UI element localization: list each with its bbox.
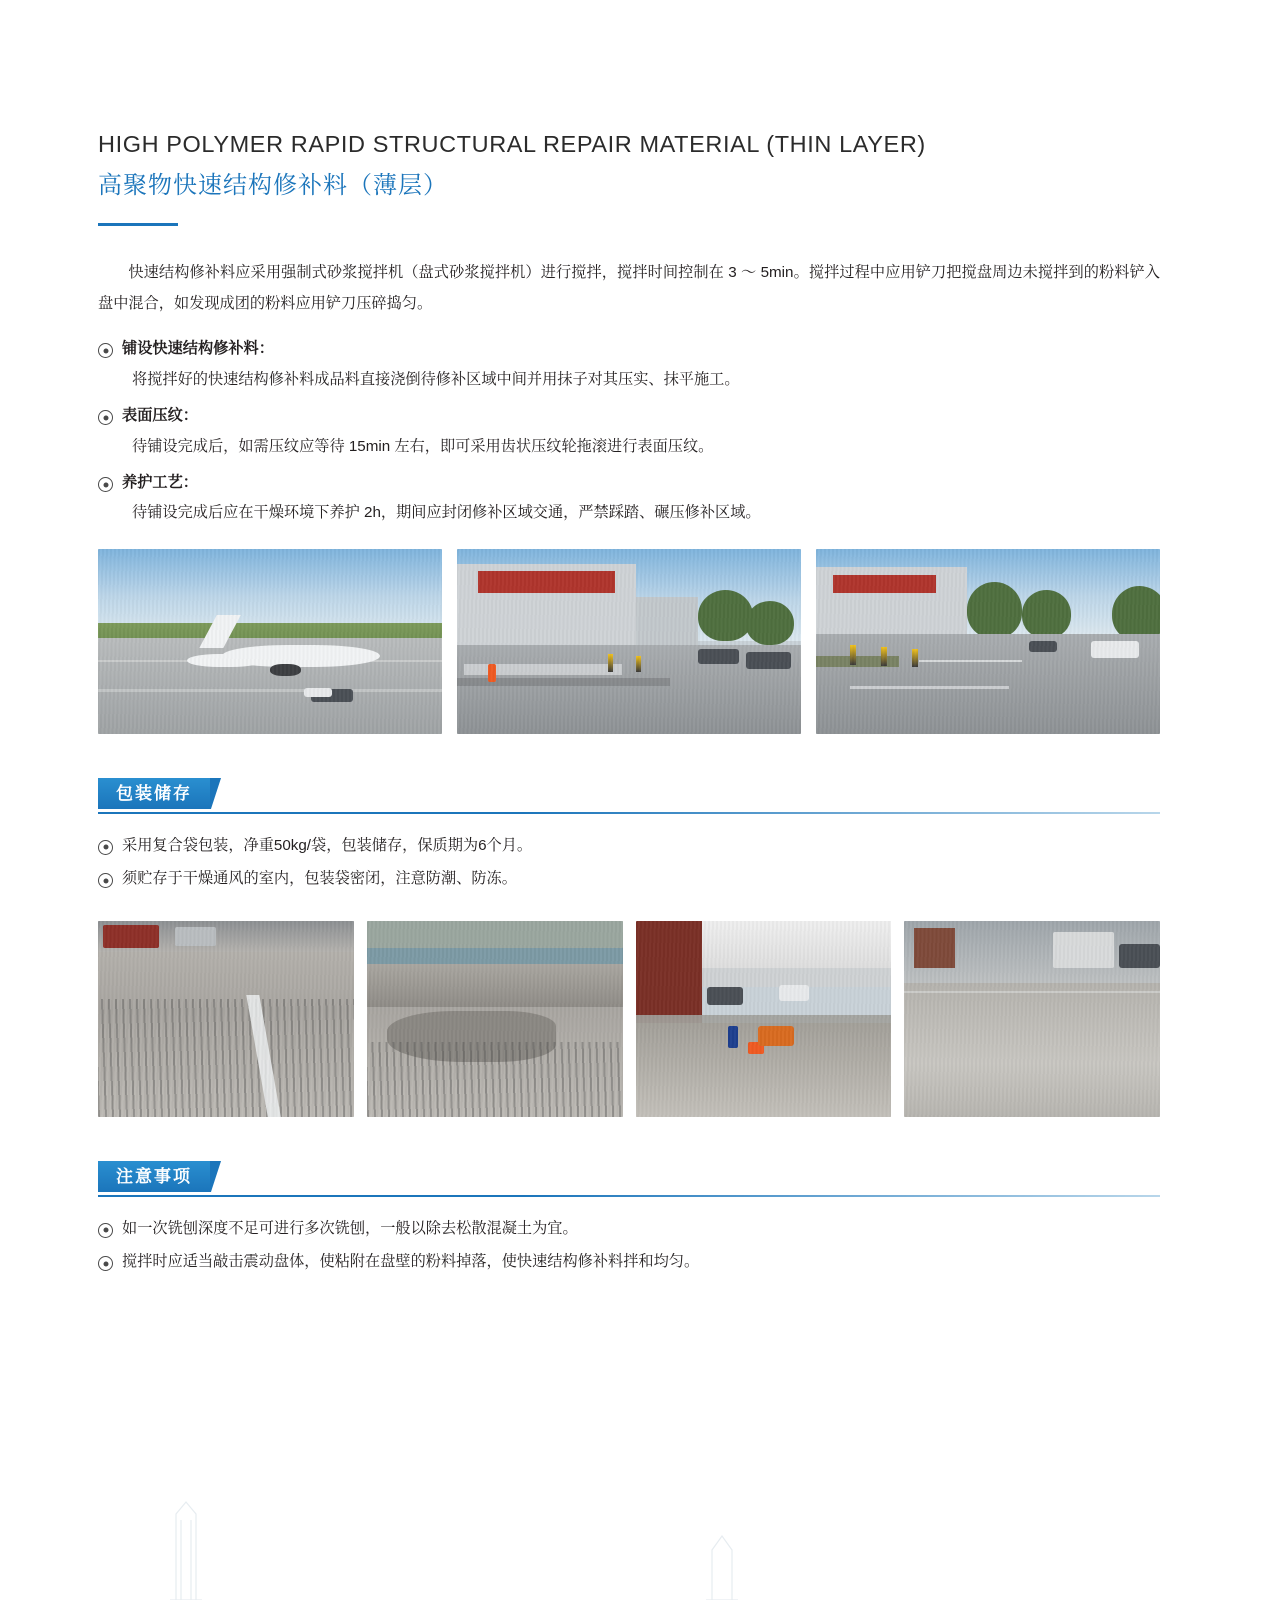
step-detail: 将搅拌好的快速结构修补料成品料直接浇倒待修补区域中间并用抹子对其压实、抹平施工。 [132, 370, 740, 388]
step-heading: 表面压纹： [122, 407, 198, 425]
list-item-label: 如一次铣刨深度不足可进行多次铣刨，一般以除去松散混凝土为宜。 [122, 1219, 578, 1237]
section-divider [98, 1195, 1160, 1197]
ring-bullet-icon [98, 1223, 113, 1238]
section-body [98, 831, 1160, 895]
section-packaging-storage [98, 778, 1160, 895]
list-item-label: 采用复合袋包装，净重50kg/袋，包装储存，保质期为6个月。 [122, 836, 533, 854]
page-content [98, 130, 1160, 1277]
ring-bullet-icon [98, 1256, 113, 1271]
step-heading: 铺设快速结构修补料： [122, 340, 274, 358]
photo-airport-runway [98, 549, 442, 734]
ring-bullet-icon [98, 840, 113, 855]
list-item-label: 搅拌时应适当敲击震动盘体，使粘附在盘壁的粉料掉落，使快速结构修补料拌和均匀。 [122, 1253, 700, 1271]
step-item [98, 334, 1160, 364]
ring-bullet-icon [98, 477, 113, 492]
intro-paragraph: 快速结构修补料应采用强制式砂浆搅拌机（盘式砂浆搅拌机）进行搅拌，搅拌时间控制在 3 ～ 5min。搅拌过程中应用铲刀把搅盘周边未搅拌到的粉料铲入盘中混合，如发现成团的粉料应用铲刀压碎捣匀。 [98, 264, 1160, 312]
section-divider [98, 812, 1160, 814]
list-item [98, 831, 1160, 861]
photo-gallery-top [98, 549, 1160, 734]
photo-gallery-bottom [98, 921, 1160, 1117]
step-detail: 待铺设完成后应在干燥环境下养护 2h，期间应封闭修补区域交通，严禁踩踏、碾压修补区域。 [132, 504, 761, 522]
list-item-label: 须贮存于干燥通风的室内，包装袋密闭，注意防潮、防冻。 [122, 870, 517, 888]
footer-watermark-graphic [0, 1480, 1287, 1600]
step-detail: 待铺设完成后，如需压纹应等待 15min 左右，即可采用齿状压纹轮拖滚进行表面压纹。 [132, 437, 714, 455]
step-item [98, 468, 1160, 498]
section-header [98, 1161, 1160, 1192]
ring-bullet-icon [98, 873, 113, 888]
section-header [98, 778, 1160, 809]
photo-shopfront-road [457, 549, 801, 734]
ring-bullet-icon [98, 410, 113, 425]
step-heading: 养护工艺： [122, 474, 198, 491]
photo-street-completed [816, 549, 1160, 734]
page-title-english: HIGH POLYMER RAPID STRUCTURAL REPAIR MATERIAL (THIN LAYER) [98, 131, 926, 157]
title-divider [98, 223, 178, 226]
photo-damaged-pavement [367, 921, 623, 1117]
step-item [98, 401, 1160, 431]
page-title-chinese: 高聚物快速结构修补料（薄层） [98, 172, 448, 200]
section-body [98, 1214, 1160, 1278]
list-item [98, 1247, 1160, 1277]
section-tab-label: 注意事项 [98, 1161, 210, 1192]
photo-tined-concrete [98, 921, 354, 1117]
section-notes [98, 1161, 1160, 1278]
section-tab-label: 包装储存 [98, 778, 210, 809]
list-item [98, 1214, 1160, 1244]
photo-finished-surface [904, 921, 1160, 1117]
list-item [98, 864, 1160, 894]
photo-gas-station-work [636, 921, 892, 1117]
ring-bullet-icon [98, 343, 113, 358]
